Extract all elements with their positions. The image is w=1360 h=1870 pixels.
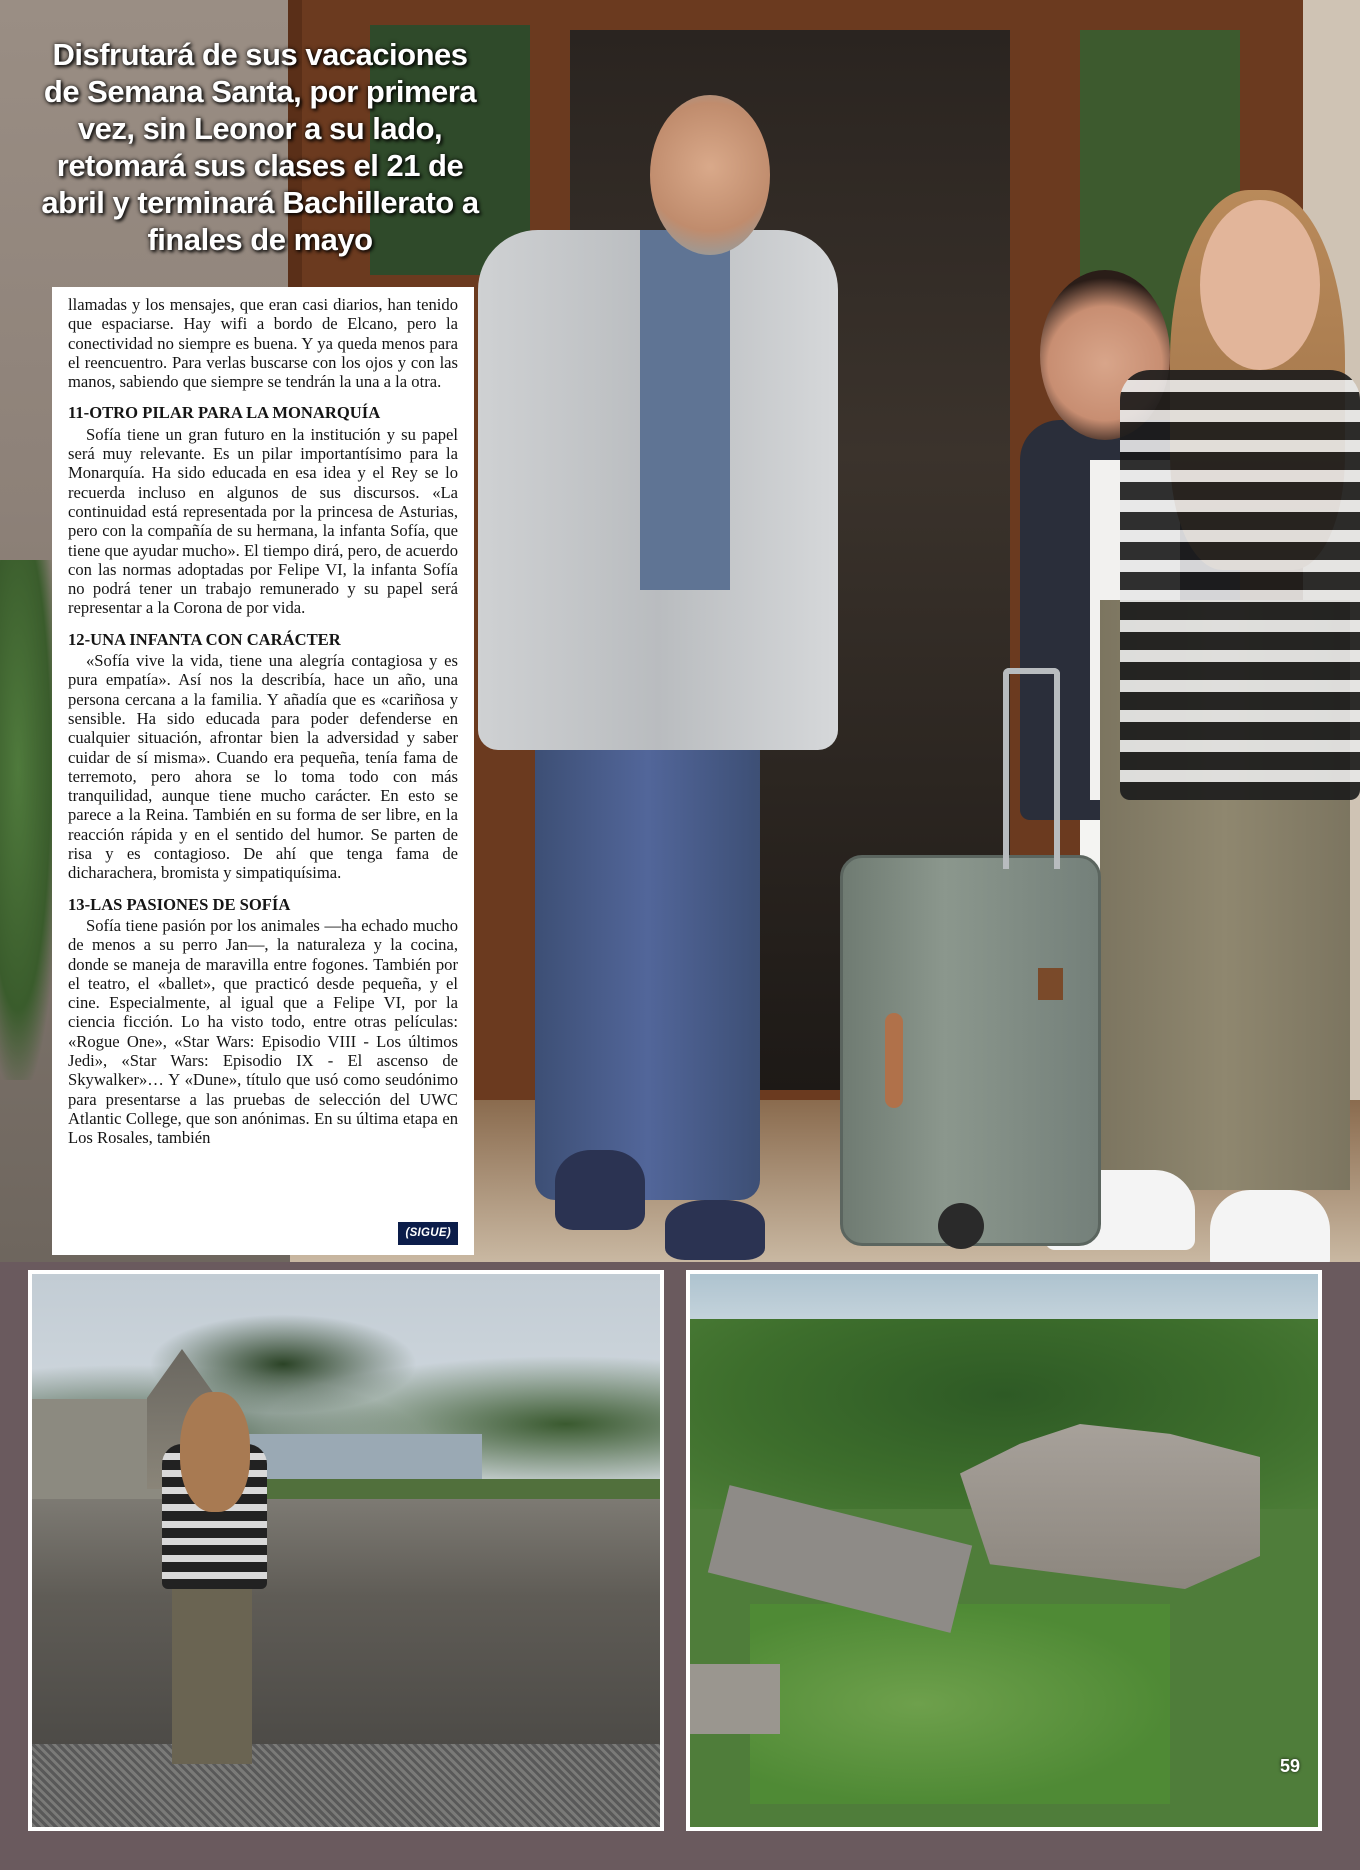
girl-pants xyxy=(172,1579,252,1764)
girl-head xyxy=(1200,200,1320,370)
girl-hair xyxy=(180,1392,250,1512)
section-body: Sofía tiene pasión por los animales —ha echado mucho de menos a su perro Jan—, la naturaleza y la cocina, donde se maneja de maravilla entre fogones. También por el teatro, el «ballet», que practicó desde pequeña, y el cine. Especialmente, al igual que a Felipe VI, por la ciencia ficción. Lo ha visto todo, entre otras películas: «Rogue One», «Star Wars: Episodio VIII - Los últimos Jedi», «Star Wars: Episodio IX - El ascenso de Skywalker»… Y «Dune», título que usó como seudónimo para presentarse a las pruebas de selección del UWC Atlantic College, que son anónimas. En su última etapa en Los Rosales, también xyxy=(68,915,458,1148)
man-shoe-left xyxy=(555,1150,645,1230)
photo-castle-aerial xyxy=(686,1270,1322,1831)
girl-plaid-shirt xyxy=(1120,370,1360,800)
girl-sneaker-right xyxy=(1210,1190,1330,1262)
article-column xyxy=(52,287,474,1255)
section-heading: 12-UNA INFANTA CON CARÁCTER xyxy=(68,629,341,649)
suitcase-handle xyxy=(1003,668,1060,869)
continue-badge: (SIGUE) xyxy=(398,1222,458,1245)
man-head xyxy=(650,95,770,255)
suitcase xyxy=(840,855,1101,1246)
section-body: Sofía tiene un gran futuro en la institución y su papel será muy relevante. Es un pilar importantísimo para la Monarquía. Ha sido educada en esa idea y el Rey se lo recuerda incluso en algunos de sus discursos. «La continuidad está representada por la princesa de Asturias, pero con la compañía de su hermana, la infanta Sofía, que tiene que ayudar mucho». El tiempo dirá, pero, de acuerdo con las normas adoptadas por Felipe VI, la infanta Sofía no podrá tener un trabajo remunerado y su papel será representar a la Corona de por vida. xyxy=(68,424,458,618)
article-intro: llamadas y los mensajes, que eran casi diarios, han tenido que espaciarse. Hay wifi a bordo de Elcano, pero la conectividad no siempre es buena. Y ya queda menos para el reencuentro. Para verlas buscarse con los ojos y con las manos, sabiendo que siempre se tendrán la una a la otra. xyxy=(68,295,458,392)
suitcase-wheel xyxy=(938,1203,984,1249)
gravel-path xyxy=(32,1744,660,1831)
building xyxy=(690,1664,780,1734)
man-shoe-right xyxy=(665,1200,765,1260)
section-body: «Sofía vive la vida, tiene una alegría contagiosa y es pura empatía». Así nos la describía, hace un año, una persona cercana a la familia. Y añadía que es «cariñosa y sensible. Ha sido educada para poder defenderse en cualquier situación, afrontar bien la adversidad y saber cuidar de sí misma». Cuando era pequeña, tenía fama de terremoto, pero ahora se lo toma todo con más tranquilidad, aunque tiene mucho carácter. En esto se parece a la Reina. También en su forma de ser libre, en la reacción rápida y en el sentido del humor. Se parten de risa y es contagioso. De ahí que tenga fama de dicharachera, bromista y simpatiquísima. xyxy=(68,651,458,883)
photo-girl-stone-wall xyxy=(28,1270,664,1831)
headline: Disfrutará de sus vacaciones de Semana Santa, por primera vez, sin Leonor a su lado, retomará sus clases el 21 de abril y terminará Bachillerato a finales de mayo xyxy=(41,37,479,257)
suitcase-strap xyxy=(885,1013,903,1108)
potted-plant xyxy=(0,560,60,1080)
lawn xyxy=(750,1604,1170,1804)
stone-wall xyxy=(32,1499,660,1744)
man-shirt xyxy=(640,230,730,590)
section-heading: 13-LAS PASIONES DE SOFÍA xyxy=(68,894,291,914)
section-heading: 11-OTRO PILAR PARA LA MONARQUÍA xyxy=(68,403,381,423)
suitcase-tag xyxy=(1038,968,1063,1000)
page-number: 59 xyxy=(1279,1756,1300,1776)
